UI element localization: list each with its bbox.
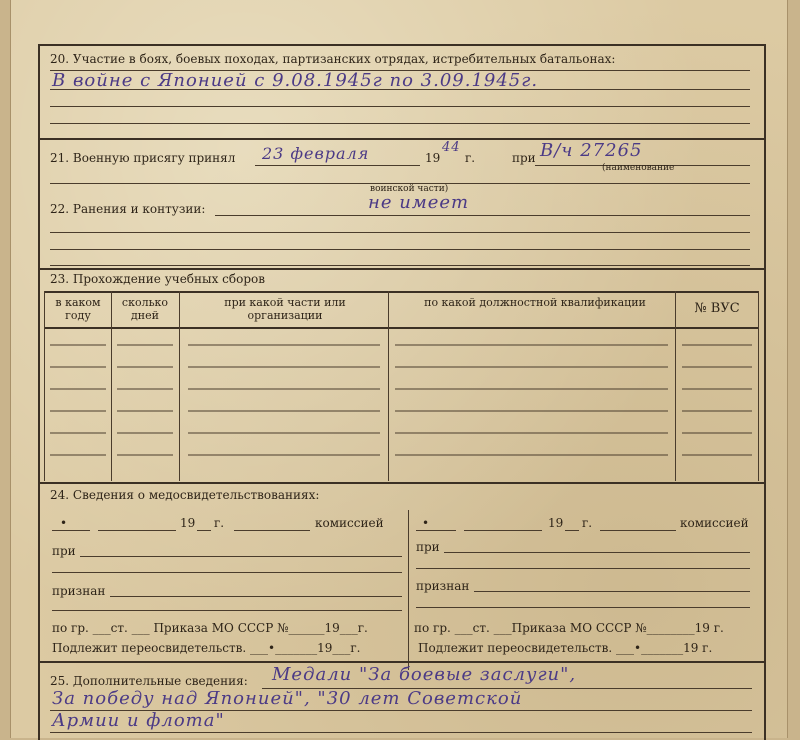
col-days-header: сколько дней [121,296,169,322]
left-recognized-label: признан [52,584,106,598]
unit-note-bottom: воинской части) [370,184,449,194]
right-year-g: г. [582,516,593,530]
right-commission-label: комиссией [680,516,749,530]
section-21-label: 21. Военную присягу принял [50,151,236,165]
left-order-line: по гр. ___ст. ___ Приказа МО СССР №______19___г. [52,621,368,635]
section-24-label: 24. Сведения о медосвидетельствованиях: [50,488,320,502]
left-at-label: при [52,544,76,558]
oath-year-suffix: 44 [442,140,461,155]
section-25-label: 25. Дополнительные сведения: [50,674,248,688]
section-25-line3: Армии и флота" [52,710,225,731]
oath-at-label: при [512,151,536,165]
col-vus-header: № ВУС [694,301,740,316]
section-20-value: В войне с Японией с 9.08.1945г по 3.09.1945г. [52,70,539,91]
left-year-prefix: 19 [180,516,196,530]
left-commission-label: комиссией [315,516,384,530]
oath-year-g: г. [465,151,476,165]
right-year-prefix: 19 [548,516,564,530]
right-at-label: при [416,540,440,554]
section-20-label: 20. Участие в боях, боевых походах, партизанских отрядах, истребительных батальонах: [50,52,616,66]
section-25-line1: Медали "За боевые заслуги", [272,664,577,685]
section-25-line2: За победу над Японией", "30 лет Советской [52,688,523,709]
section-22-label: 22. Ранения и контузии: [50,202,206,216]
section-23-label: 23. Прохождение учебных сборов [50,272,265,286]
right-order-line: по гр. ___ст. ___Приказа МО СССР №________19 г. [414,621,724,635]
col-unit-header: при какой части или организации [224,296,346,322]
oath-date: 23 февраля [262,144,370,163]
left-recheck-line: Подлежит переосвидетельств. ___•_______19___г. [52,641,361,655]
right-recheck-line: Подлежит переосвидетельств. ___•_______19 г. [418,641,713,655]
left-year-g: г. [214,516,225,530]
section-22-value: не имеет [368,192,470,213]
oath-year-prefix: 19 [425,151,441,165]
col-year-header: в каком году [55,296,101,322]
unit-note-top: (наименование [602,163,675,173]
oath-unit: В/ч 27265 [540,140,643,161]
col-qualification-header: по какой должностной квалификации [424,296,646,309]
right-recognized-label: признан [416,579,470,593]
